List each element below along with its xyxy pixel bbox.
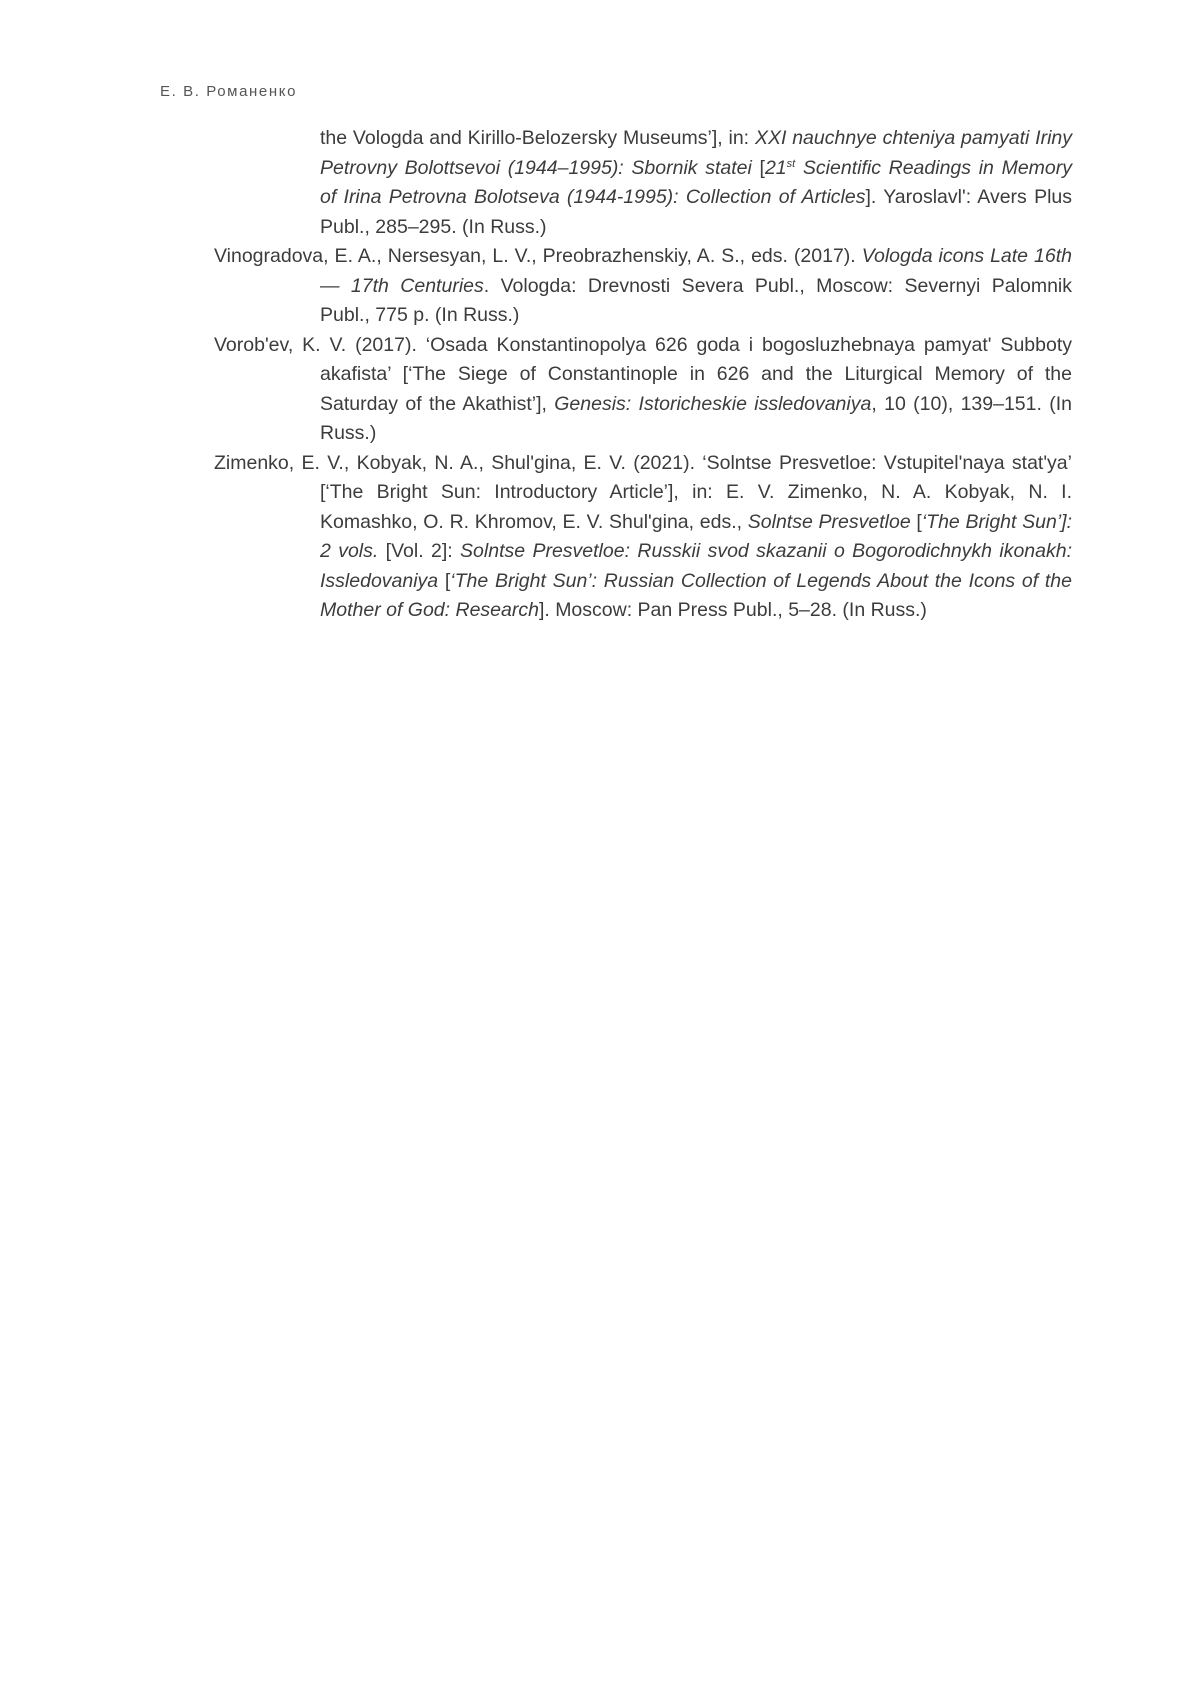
reference-text: ]. Yaroslavl': Avers Plus Publ., 285–295. (In Russ.) — [320, 186, 1072, 238]
reference-text: [ — [438, 569, 451, 592]
reference-title-text: Solntse Presvetloe: Russkii svod skazanii o Bogorodichnykh ikonakh: Issledovaniya — [320, 540, 1072, 592]
reference-title-text: Genesis: Istoricheskie issledovaniya — [554, 392, 872, 415]
reference-entry — [214, 124, 1072, 242]
reference-text: [ — [910, 510, 922, 533]
reference-entry — [214, 449, 1072, 626]
reference-text: ]. Moscow: Pan Press Publ., 5–28. (In Russ.) — [538, 599, 927, 621]
reference-text: , 10 (10), 139–151. (In Russ.) — [320, 392, 1073, 444]
reference-title-text: 21 — [764, 156, 787, 179]
reference-text: [Vol. 2]: — [378, 540, 461, 562]
reference-title-text: XXI nauchnye chteniya pamyati Iriny Petrovny Bolottsevoi (1944–1995): Sbornik statei — [320, 127, 1072, 179]
reference-text: [ — [751, 156, 765, 179]
running-head: Е. В. Романенко — [160, 83, 298, 100]
reference-title-text: ‘The Bright Sun’: Russian Collection of Legends About the Icons of the Mother of God: Research — [320, 569, 1072, 621]
reference-title-text: ‘The Bright Sun’]: 2 vols. — [320, 510, 1073, 562]
reference-text: Zimenko, E. V., Kobyak, N. A., Shul'gina, E. V. (2021). ‘Solntse Presvetloe: Vstupitel'naya stat'ya’ [‘The Bright Sun: Introductory Article’], in: E. V. Zimenko, N. A. Kobyak, N. I. Komashko, O. R. Khromov, E. V. Shul'gina, eds., — [214, 451, 1072, 533]
reference-text: Vinogradova, E. A., Nersesyan, L. V., Preobrazhenskiy, A. S., eds. (2017). — [214, 245, 862, 267]
reference-entry — [214, 242, 1072, 331]
reference-title-text: Scientific Readings in Memory of Irina Petrovna Bolotseva (1944-1995): Collection of Articles — [320, 156, 1072, 208]
reference-text: the Vologda and Kirillo-Belozersky Museums’], in: — [320, 127, 755, 149]
reference-list — [214, 124, 1072, 626]
reference-title-text: Solntse Presvetloe — [747, 510, 911, 533]
reference-text: . Vologda: Drevnosti Severa Publ., Moscow: Severnyi Palomnik Publ., 775 p. (In Russ.) — [320, 274, 1072, 326]
reference-text: Vorob'ev, K. V. (2017). ‘Osada Konstantinopolya 626 goda i bogosluzhebnaya pamyat' Subboty akafista’ [‘The Siege of Constantinople in 626 and the Liturgical Memory of the Saturday of the Akathist’], — [214, 333, 1072, 415]
reference-title-text: st — [786, 157, 796, 170]
reference-entry — [214, 331, 1072, 449]
reference-title-text: Vologda icons Late 16th — 17th Centuries — [320, 245, 1072, 297]
